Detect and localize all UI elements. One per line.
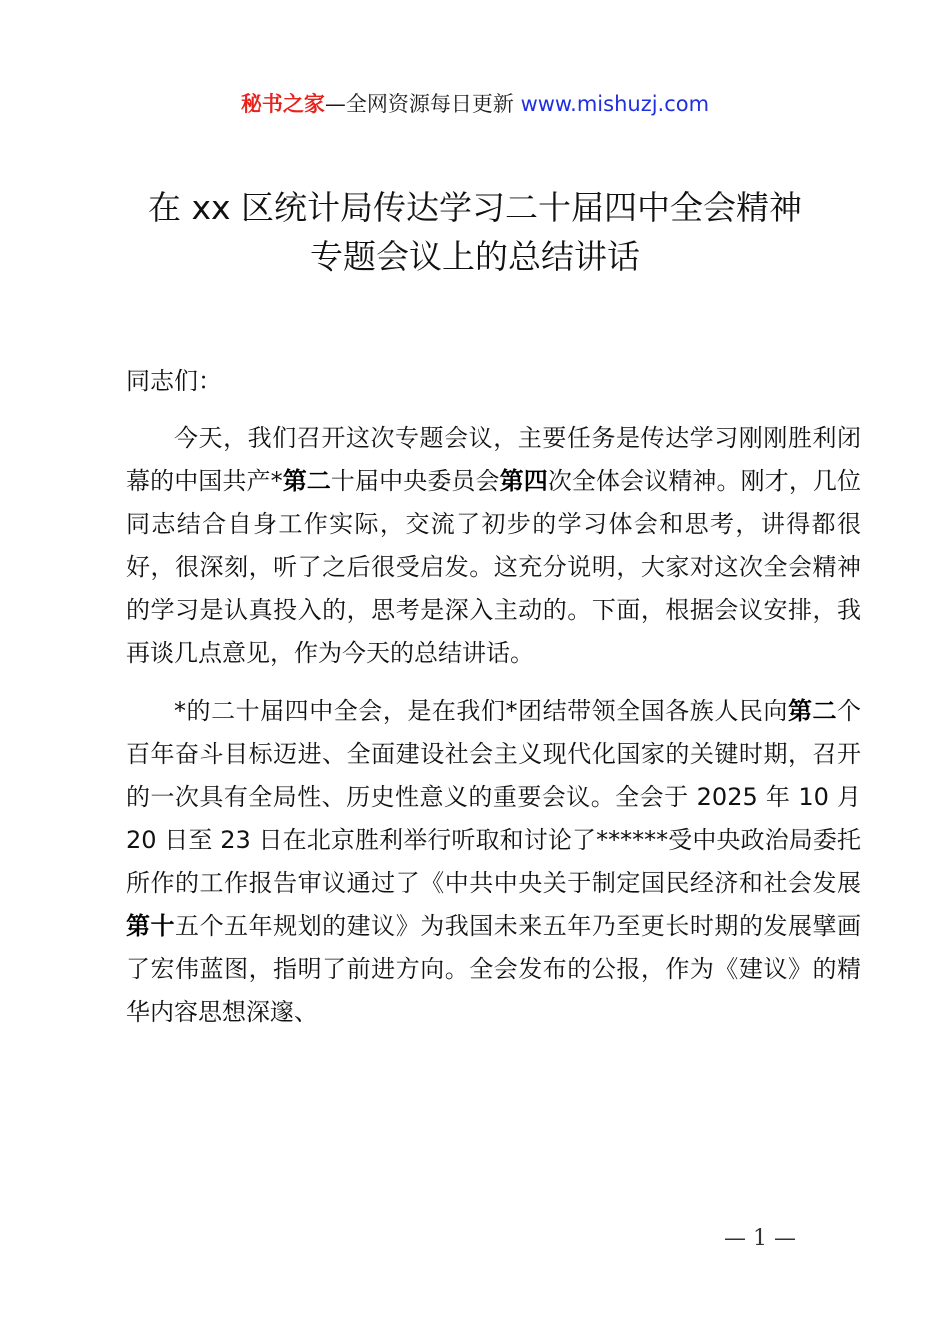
brand-name: 秘书之家	[240, 92, 325, 116]
site-tagline: —全网资源每日更新	[324, 92, 514, 116]
paragraph-1-text-b: 十届中央委员会	[330, 467, 500, 495]
title-line-2: 专题会议上的总结讲话	[310, 237, 640, 276]
site-header	[0, 88, 950, 120]
title-line-1: 在 xx 区统计局传达学习二十届四中全会精神	[147, 188, 803, 227]
paragraph-1-text-a: 今天，我们召开这次专题会议，主要任务是传达学习刚刚胜利闭幕的中国共产*	[126, 424, 861, 495]
paragraph-2-text-c: 五个五年规划的建议》为我国未来五年乃至更长时期的发展擘画了宏伟蓝图，指明了前进方向。全会发布的公报，作为《建议》的精华内容思想深邃、	[126, 912, 862, 1026]
paragraph-1-text-c: 次全体会议精神。刚才，几位同志结合自身工作实际，交流了初步的学习体会和思考，讲得都很好，很深刻，听了之后很受启发。这充分说明，大家对这次全会精神的学习是认真投入的，思考是深入主动的。下面，根据会议安排，我再谈几点意见，作为今天的总结讲话。	[126, 467, 862, 667]
paragraph-1-bold-a: 第二	[282, 467, 331, 495]
site-url-link[interactable]: www.mishuzj.com	[520, 92, 710, 116]
document-title	[0, 183, 950, 281]
paragraph-1-bold-b: 第四	[499, 467, 548, 495]
paragraph-2-text-a: *的二十届四中全会，是在我们*团结带领全国各族人民向	[174, 697, 788, 725]
paragraph-2-text-b: 个百年奋斗目标迈进、全面建设社会主义现代化国家的关键时期，召开的一次具有全局性、历史性意义的重要会议。全会于 2025 年 10 月 20 日至 23 日在北京胜利举行听取和讨论了******受中央政治局委托所作的工作报告审议通过了《中共中央关于制定国民经济和社会发展	[126, 697, 862, 897]
paragraph-2-bold-b: 第十	[126, 912, 176, 940]
paragraph-2-bold-a: 第二	[787, 697, 838, 725]
salutation: 同志们：	[126, 367, 222, 395]
page-number: — 1 —	[724, 1226, 796, 1251]
document-body	[126, 360, 861, 1049]
paragraph-1	[126, 417, 861, 675]
paragraph-2	[126, 690, 861, 1034]
